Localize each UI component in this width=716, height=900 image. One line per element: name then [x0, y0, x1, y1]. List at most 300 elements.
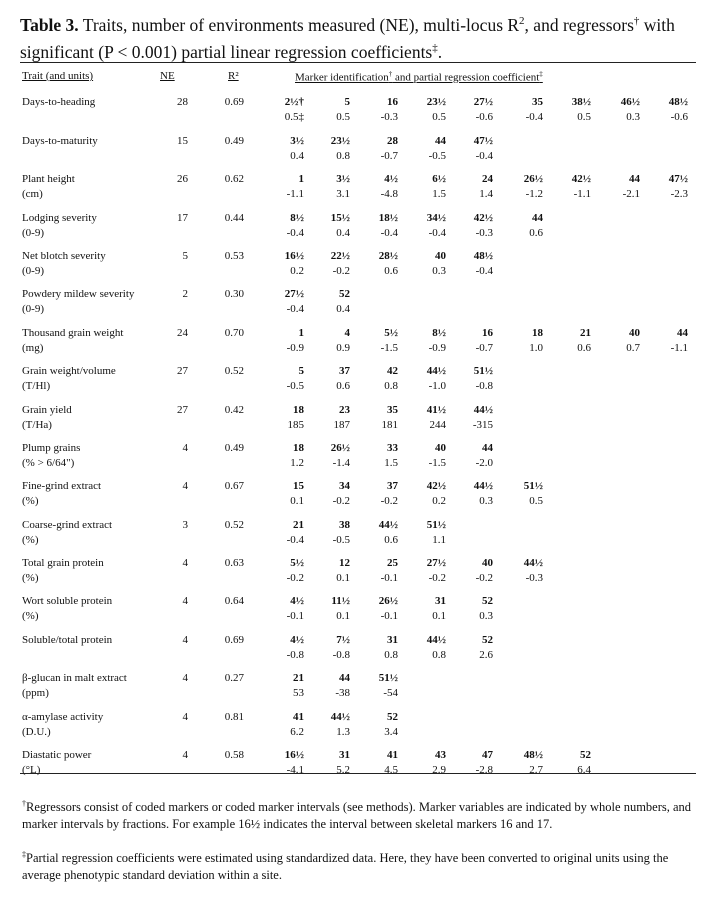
trait-cell — [22, 403, 72, 433]
marker-cell — [437, 95, 493, 125]
header-r2: R² — [228, 70, 239, 82]
marker-cell — [632, 172, 688, 202]
marker-id: 44 — [629, 173, 640, 185]
trait-unit: (D.U.) — [22, 726, 51, 738]
r2-value: 0.64 — [224, 595, 244, 607]
ne-value: 24 — [177, 327, 188, 339]
marker-id: 23½ — [426, 96, 446, 108]
r2-value: 0.58 — [224, 749, 244, 761]
table-row — [0, 172, 716, 204]
marker-id: 31 — [387, 634, 398, 646]
trait-unit: (ppm) — [22, 687, 49, 699]
marker-cell — [437, 211, 493, 241]
marker-cell — [437, 479, 493, 509]
marker-cell — [437, 172, 493, 202]
marker-coefficient: 1.5 — [384, 457, 398, 469]
marker-id: 26½ — [330, 442, 350, 454]
table-row — [0, 594, 716, 626]
marker-id: 41 — [387, 749, 398, 761]
r2-value: 0.30 — [224, 288, 244, 300]
marker-id: 44 — [482, 442, 493, 454]
ne-value: 4 — [182, 711, 188, 723]
marker-id: 6½ — [432, 173, 446, 185]
marker-coefficient: 53 — [293, 687, 304, 699]
marker-id: 4½ — [290, 634, 304, 646]
marker-cell — [437, 326, 493, 356]
r2-value: 0.52 — [224, 365, 244, 377]
marker-id: 35 — [387, 404, 398, 416]
r2-value: 0.49 — [224, 442, 244, 454]
marker-id: 52 — [482, 595, 493, 607]
trait-name: α-amylase activity — [22, 711, 104, 723]
marker-cell — [487, 211, 543, 241]
marker-coefficient: -0.3 — [380, 111, 398, 123]
trait-name: Grain weight/volume — [22, 365, 116, 377]
marker-id: 18 — [532, 327, 543, 339]
ne-value: 4 — [182, 480, 188, 492]
marker-id: 23 — [339, 404, 350, 416]
ne-value: 26 — [177, 173, 188, 185]
marker-cell — [632, 326, 688, 356]
marker-coefficient: -1.1 — [286, 188, 304, 200]
marker-id: 42½ — [571, 173, 591, 185]
r2-value: 0.42 — [224, 404, 244, 416]
marker-id: 40 — [435, 250, 446, 262]
marker-coefficient: -0.1 — [380, 610, 398, 622]
marker-coefficient: -2.8 — [475, 764, 493, 776]
r2-value: 0.62 — [224, 173, 244, 185]
trait-name: Days-to-heading — [22, 96, 96, 108]
r2-value: 0.53 — [224, 250, 244, 262]
marker-cell — [437, 364, 493, 394]
marker-coefficient: -0.8 — [286, 649, 304, 661]
marker-id: 25 — [387, 557, 398, 569]
marker-coefficient: -4.1 — [286, 764, 304, 776]
marker-id: 40 — [629, 327, 640, 339]
marker-id: 16½ — [284, 250, 304, 262]
marker-coefficient: -1.0 — [428, 380, 446, 392]
marker-id: 40 — [482, 557, 493, 569]
trait-cell — [22, 633, 112, 648]
table-caption — [20, 10, 700, 64]
marker-coefficient: -0.4 — [380, 227, 398, 239]
marker-coefficient: 0.5 — [577, 111, 591, 123]
marker-coefficient: 3.1 — [336, 188, 350, 200]
marker-coefficient: -0.5 — [286, 380, 304, 392]
marker-id: 37 — [387, 480, 398, 492]
trait-cell — [22, 326, 123, 356]
marker-id: 16 — [482, 327, 493, 339]
footnote-1-text: Regressors consist of coded markers or coded marker intervals (see methods). Marker variables are indicated by whole numbers, and marker intervals by fractions. For example 16½ indicates the interval between skeletal markers 16 and 17. — [22, 800, 692, 832]
marker-id: 51½ — [426, 519, 446, 531]
caption-text-2: , and regressors — [524, 14, 634, 35]
trait-name: β-glucan in malt extract — [22, 672, 127, 684]
table-row — [0, 249, 716, 281]
marker-id: 52 — [339, 288, 350, 300]
marker-coefficient: -0.9 — [286, 342, 304, 354]
marker-coefficient: 0.6 — [384, 534, 398, 546]
marker-coefficient: -4.8 — [380, 188, 398, 200]
footnote-1 — [22, 795, 694, 833]
trait-name: Fine-grind extract — [22, 480, 102, 492]
trait-unit: (°L) — [22, 764, 41, 776]
marker-coefficient: -1.1 — [670, 342, 688, 354]
marker-coefficient: 4.5 — [384, 764, 398, 776]
marker-coefficient: -0.2 — [380, 495, 398, 507]
marker-coefficient: 0.6 — [577, 342, 591, 354]
trait-name: Powdery mildew severity — [22, 288, 135, 300]
marker-id: 4½ — [290, 595, 304, 607]
trait-name: Wort soluble protein — [22, 595, 113, 607]
marker-coefficient: 0.4 — [336, 303, 350, 315]
marker-coefficient: -2.0 — [475, 457, 493, 469]
marker-coefficient: -0.8 — [332, 649, 350, 661]
marker-coefficient: 0.4 — [336, 227, 350, 239]
marker-coefficient: 0.6 — [336, 380, 350, 392]
marker-id: 38 — [339, 519, 350, 531]
marker-id: 34 — [339, 480, 350, 492]
marker-id: 3½ — [336, 173, 350, 185]
marker-id: 44½ — [330, 711, 350, 723]
trait-cell — [22, 134, 98, 149]
marker-id: 22½ — [330, 250, 350, 262]
marker-coefficient: -1.5 — [380, 342, 398, 354]
marker-id: 15½ — [330, 212, 350, 224]
marker-coefficient: 0.6 — [384, 265, 398, 277]
marker-cell — [535, 172, 591, 202]
r2-value: 0.63 — [224, 557, 244, 569]
marker-coefficient: 6.2 — [290, 726, 304, 738]
marker-coefficient: -0.3 — [525, 572, 543, 584]
ne-value: 2 — [182, 288, 188, 300]
ne-value: 27 — [177, 404, 188, 416]
marker-id: 26½ — [523, 173, 543, 185]
trait-name: Net blotch severity — [22, 250, 106, 262]
table-row — [0, 441, 716, 473]
marker-id: 41½ — [426, 404, 446, 416]
marker-cell — [437, 556, 493, 586]
marker-cell — [437, 249, 493, 279]
marker-cell — [535, 326, 591, 356]
marker-coefficient: 0.5 — [529, 495, 543, 507]
trait-unit: (cm) — [22, 188, 43, 200]
marker-cell — [294, 287, 350, 317]
marker-cell — [437, 403, 493, 433]
marker-id: 18½ — [378, 212, 398, 224]
marker-coefficient: -1.5 — [428, 457, 446, 469]
trait-name: Grain yield — [22, 404, 72, 416]
marker-id: 5½ — [290, 557, 304, 569]
marker-coefficient: 0.8 — [384, 649, 398, 661]
trait-unit: (mg) — [22, 342, 44, 354]
trait-name: Days-to-maturity — [22, 135, 98, 147]
marker-id: 21 — [293, 672, 304, 684]
marker-id: 44½ — [378, 519, 398, 531]
marker-id: 15 — [293, 480, 304, 492]
footnote-2 — [22, 846, 694, 884]
ne-value: 3 — [182, 519, 188, 531]
marker-coefficient: -0.6 — [670, 111, 688, 123]
marker-coefficient: 187 — [333, 419, 350, 431]
marker-id: 40 — [435, 442, 446, 454]
marker-coefficient: -0.7 — [475, 342, 493, 354]
header-ne: NE — [160, 70, 175, 82]
marker-coefficient: -0.5 — [428, 150, 446, 162]
marker-coefficient: 6.4 — [577, 764, 591, 776]
trait-name: Coarse-grind extract — [22, 519, 113, 531]
r2-value: 0.70 — [224, 327, 244, 339]
marker-coefficient: 0.6 — [529, 227, 543, 239]
marker-id: 24 — [482, 173, 493, 185]
marker-coefficient: 181 — [381, 419, 398, 431]
r2-value: 0.69 — [224, 634, 244, 646]
marker-id: 37 — [339, 365, 350, 377]
marker-id: 47½ — [668, 173, 688, 185]
marker-coefficient: 0.2 — [290, 265, 304, 277]
marker-coefficient: -1.2 — [525, 188, 543, 200]
table-number: Table 3. — [20, 14, 79, 35]
trait-unit: (%) — [22, 572, 39, 584]
marker-id: 5½ — [384, 327, 398, 339]
marker-id: 5 — [298, 365, 304, 377]
trait-name: Diastatic power — [22, 749, 92, 761]
marker-id: 44½ — [523, 557, 543, 569]
caption-text-4: . — [437, 41, 443, 62]
marker-coefficient: -0.4 — [525, 111, 543, 123]
trait-cell — [22, 172, 75, 202]
marker-coefficient: 1.3 — [336, 726, 350, 738]
trait-unit: (0-9) — [22, 303, 44, 315]
marker-cell — [342, 671, 398, 701]
marker-id: 27½ — [473, 96, 493, 108]
marker-coefficient: -0.1 — [380, 572, 398, 584]
trait-unit: (T/Hl) — [22, 380, 51, 392]
marker-coefficient: 0.3 — [479, 495, 493, 507]
marker-id: 48½ — [473, 250, 493, 262]
ne-value: 4 — [182, 442, 188, 454]
table-bottom-rule — [20, 773, 696, 774]
marker-coefficient: 0.3 — [626, 111, 640, 123]
marker-id: 11½ — [331, 595, 350, 607]
ne-value: 4 — [182, 634, 188, 646]
marker-id: 21 — [293, 519, 304, 531]
marker-coefficient: 0.5‡ — [284, 111, 304, 123]
trait-name: Soluble/total protein — [22, 634, 113, 646]
marker-id: 44 — [677, 327, 688, 339]
marker-coefficient: 0.3 — [479, 610, 493, 622]
r2-value: 0.52 — [224, 519, 244, 531]
marker-coefficient: 0.8 — [384, 380, 398, 392]
table-top-rule — [20, 62, 696, 63]
marker-id: 44½ — [426, 634, 446, 646]
marker-id: 3½ — [290, 135, 304, 147]
marker-coefficient: -0.2 — [428, 572, 446, 584]
table-row — [0, 710, 716, 742]
marker-id: 44½ — [473, 480, 493, 492]
ne-value: 4 — [182, 595, 188, 607]
marker-id: 8½ — [290, 212, 304, 224]
marker-id: 7½ — [336, 634, 350, 646]
marker-id: 18 — [293, 404, 304, 416]
marker-id: 51½ — [523, 480, 543, 492]
marker-coefficient: -0.2 — [286, 572, 304, 584]
marker-coefficient: 0.1 — [432, 610, 446, 622]
marker-coefficient: 0.1 — [290, 495, 304, 507]
marker-coefficient: -54 — [383, 687, 398, 699]
marker-coefficient: 0.5 — [432, 111, 446, 123]
caption-sup-2: † — [633, 15, 640, 27]
trait-cell — [22, 95, 95, 110]
marker-coefficient: 185 — [287, 419, 304, 431]
marker-id: 28 — [387, 135, 398, 147]
marker-id: 48½ — [668, 96, 688, 108]
marker-id: 44½ — [426, 365, 446, 377]
marker-id: 38½ — [571, 96, 591, 108]
marker-id: 1 — [298, 327, 304, 339]
trait-name: Thousand grain weight — [22, 327, 124, 339]
trait-unit: (%) — [22, 610, 39, 622]
marker-coefficient: -0.3 — [475, 227, 493, 239]
table-row — [0, 211, 716, 243]
marker-coefficient: -2.3 — [670, 188, 688, 200]
ne-value: 28 — [177, 96, 188, 108]
trait-unit: (0-9) — [22, 265, 44, 277]
trait-unit: (%) — [22, 534, 39, 546]
marker-id: 44½ — [473, 404, 493, 416]
marker-id: 52 — [482, 634, 493, 646]
header-markers-text: Marker identification — [295, 71, 389, 84]
ne-value: 4 — [182, 557, 188, 569]
table-row — [0, 95, 716, 127]
marker-coefficient: -0.4 — [475, 265, 493, 277]
trait-name: Lodging severity — [22, 212, 97, 224]
marker-coefficient: 0.4 — [290, 150, 304, 162]
trait-cell — [22, 594, 112, 624]
caption-text-1: Traits, number of environments measured (NE), multi-locus R — [82, 14, 520, 35]
trait-unit: (0-9) — [22, 227, 44, 239]
marker-id: 4½ — [384, 173, 398, 185]
marker-coefficient: 0.7 — [626, 342, 640, 354]
trait-unit: (%) — [22, 495, 39, 507]
table-row — [0, 556, 716, 588]
marker-coefficient: 244 — [429, 419, 446, 431]
marker-id: 51½ — [473, 365, 493, 377]
r2-value: 0.44 — [224, 212, 244, 224]
header-markers-sup-2: ‡ — [539, 70, 543, 78]
header-markers-sup: † — [388, 70, 393, 78]
marker-coefficient: -0.4 — [475, 150, 493, 162]
marker-coefficient: 0.3 — [432, 265, 446, 277]
marker-coefficient: -0.4 — [286, 227, 304, 239]
table-row — [0, 671, 716, 703]
marker-coefficient: -0.7 — [380, 150, 398, 162]
header-trait: Trait (and units) — [22, 70, 94, 82]
marker-coefficient: 5.2 — [336, 764, 350, 776]
marker-id: 52 — [387, 711, 398, 723]
marker-id: 35 — [532, 96, 543, 108]
marker-cell — [342, 710, 398, 740]
table-row — [0, 287, 716, 319]
marker-coefficient: 2.6 — [479, 649, 493, 661]
trait-cell — [22, 556, 104, 586]
trait-unit: (T/Ha) — [22, 419, 52, 431]
marker-id: 5 — [344, 96, 350, 108]
marker-coefficient: 0.9 — [336, 342, 350, 354]
marker-id: 26½ — [378, 595, 398, 607]
r2-value: 0.69 — [224, 96, 244, 108]
table-row — [0, 326, 716, 358]
trait-unit: (% > 6/64") — [22, 457, 75, 469]
marker-coefficient: -0.2 — [332, 495, 350, 507]
marker-id: 27½ — [284, 288, 304, 300]
marker-coefficient: -0.2 — [332, 265, 350, 277]
header-markers-text-2: and partial regression coefficient — [392, 71, 540, 84]
trait-cell — [22, 479, 101, 509]
trait-cell — [22, 211, 97, 241]
marker-id: 44 — [435, 135, 446, 147]
marker-coefficient: 0.1 — [336, 572, 350, 584]
trait-name: Plant height — [22, 173, 75, 185]
trait-cell — [22, 518, 112, 548]
marker-cell — [390, 518, 446, 548]
marker-id: 1 — [298, 173, 304, 185]
ne-value: 4 — [182, 672, 188, 684]
marker-id: 34½ — [426, 212, 446, 224]
table-row — [0, 633, 716, 665]
marker-coefficient: 0.2 — [432, 495, 446, 507]
caption-sup-3: ‡ — [432, 41, 438, 54]
marker-coefficient: 0.8 — [432, 649, 446, 661]
caption-text-3: with significant (P < 0.001) partial linear regression coefficients — [20, 14, 675, 62]
marker-id: 33 — [387, 442, 398, 454]
table-row — [0, 518, 716, 550]
caption-sup-1: 2 — [519, 15, 525, 27]
marker-id: 52 — [580, 749, 591, 761]
marker-cell — [437, 134, 493, 164]
marker-id: 31 — [339, 749, 350, 761]
footnote-1-mark: † — [22, 799, 26, 808]
marker-id: 42 — [387, 365, 398, 377]
trait-name: Plump grains — [22, 442, 81, 454]
table-row — [0, 748, 716, 780]
marker-coefficient: 1.1 — [432, 534, 446, 546]
marker-coefficient: -2.1 — [622, 188, 640, 200]
marker-coefficient: 0.5 — [336, 111, 350, 123]
marker-coefficient: -0.9 — [428, 342, 446, 354]
ne-value: 27 — [177, 365, 188, 377]
marker-coefficient: -0.4 — [286, 534, 304, 546]
marker-coefficient: 0.1 — [336, 610, 350, 622]
marker-cell — [632, 95, 688, 125]
marker-coefficient: -0.5 — [332, 534, 350, 546]
ne-value: 15 — [177, 135, 188, 147]
r2-value: 0.49 — [224, 135, 244, 147]
marker-coefficient: 1.5 — [432, 188, 446, 200]
marker-id: 47 — [482, 749, 493, 761]
marker-id: 47½ — [473, 135, 493, 147]
marker-id: 31 — [435, 595, 446, 607]
r2-value: 0.81 — [224, 711, 244, 723]
marker-id: 23½ — [330, 135, 350, 147]
ne-value: 5 — [182, 250, 188, 262]
marker-coefficient: 0.8 — [336, 150, 350, 162]
trait-cell — [22, 364, 116, 394]
marker-coefficient: 1.4 — [479, 188, 493, 200]
marker-id: 27½ — [426, 557, 446, 569]
marker-coefficient: -38 — [335, 687, 350, 699]
marker-id: 42½ — [473, 212, 493, 224]
marker-id: 12 — [339, 557, 350, 569]
